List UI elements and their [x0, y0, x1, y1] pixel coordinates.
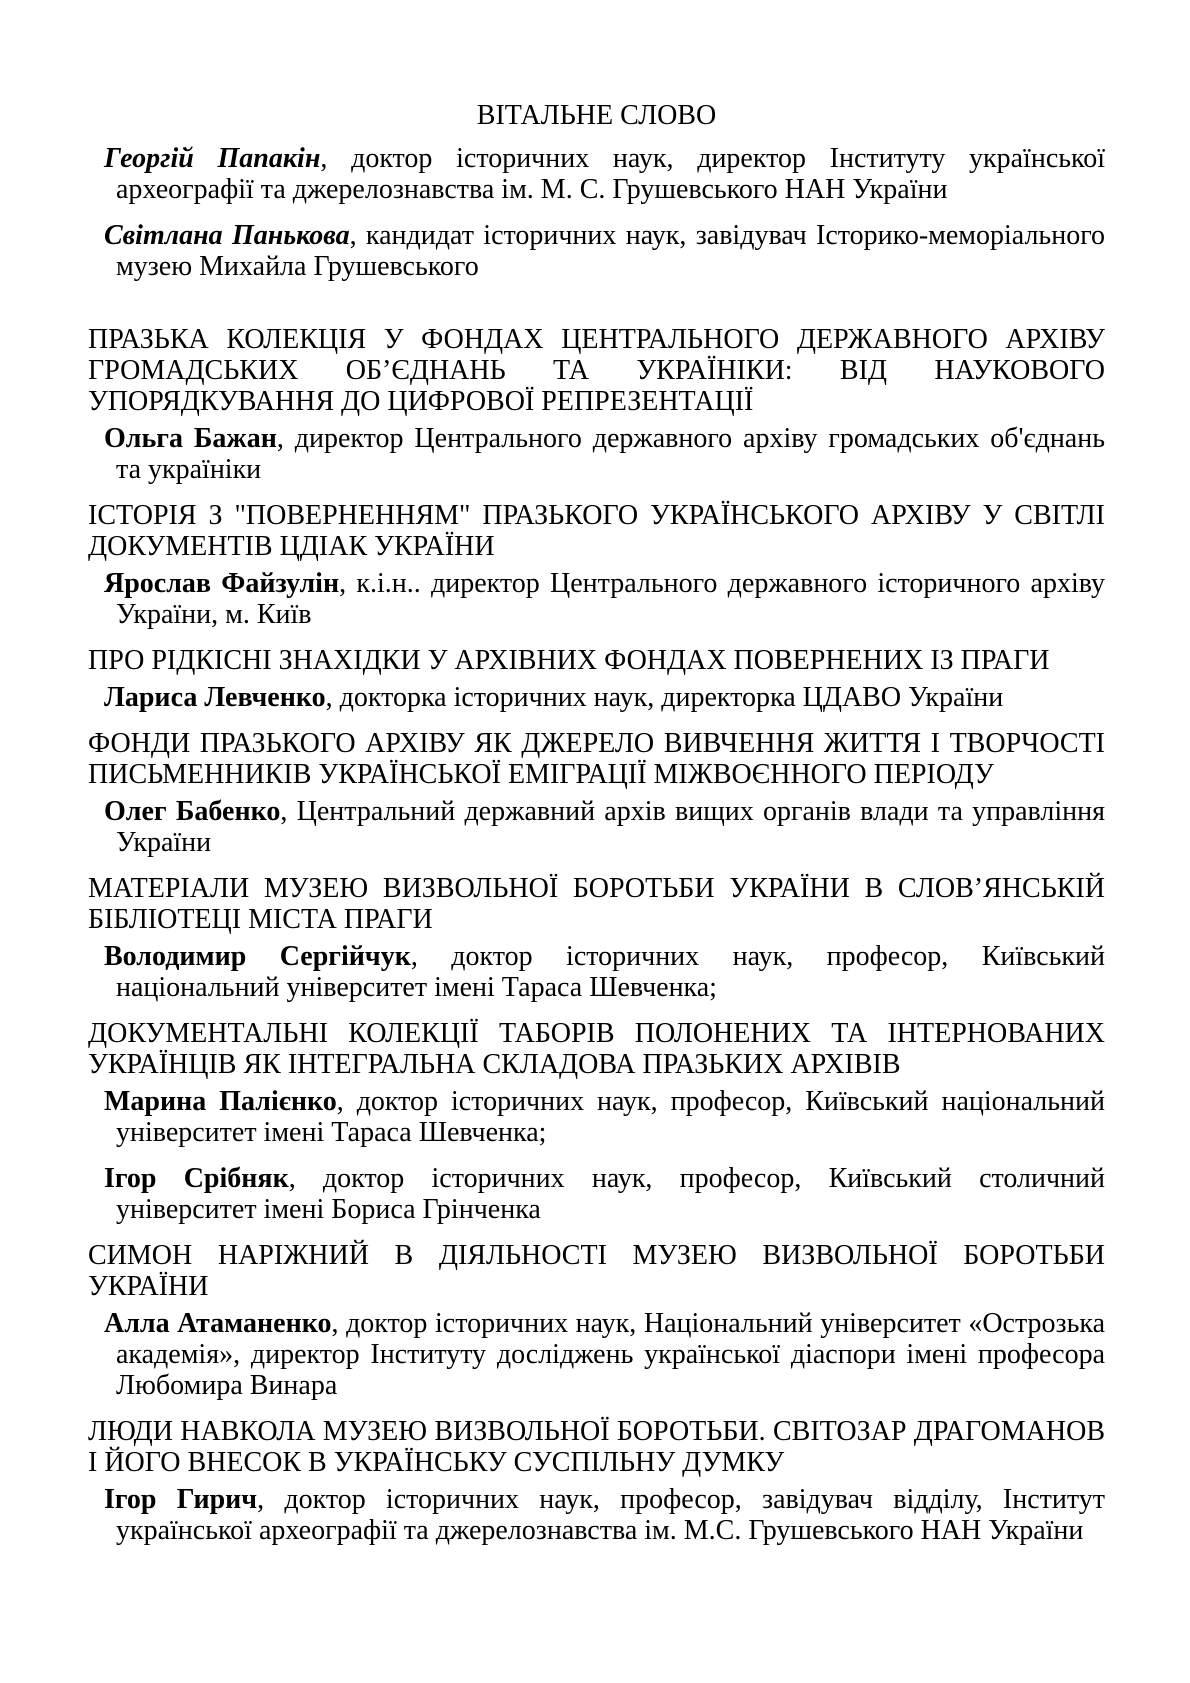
- session-title: ІСТОРІЯ З "ПОВЕРНЕННЯМ" ПРАЗЬКОГО УКРАЇНСЬКОГО АРХІВУ У СВІТЛІ ДОКУМЕНТІВ ЦДІАК УКРАЇНИ: [88, 500, 1105, 562]
- speaker-entry: [88, 941, 1105, 1003]
- session-title: ПРО РІДКІСНІ ЗНАХІДКИ У АРХІВНИХ ФОНДАХ ПОВЕРНЕНИХ ІЗ ПРАГИ: [88, 645, 1050, 676]
- speaker-name: Лариса Левченко: [104, 682, 326, 713]
- speaker-entry: [88, 682, 1105, 713]
- speaker-details: , к.і.н.. директор Центрального державного історичного архіву України, м. Київ: [116, 568, 1105, 630]
- session: [88, 1018, 1105, 1225]
- session: [88, 500, 1105, 630]
- speaker-details: , доктор історичних наук, професор, Київський національний університет імені Тараса Шевченка;: [116, 941, 1106, 1003]
- speaker-details: , доктор історичних наук, Національний університет «Острозька академія», директор Інституту досліджень української діаспори імені професора Любомира Винара: [116, 1308, 1105, 1401]
- speaker-name: Ігор Срібняк: [104, 1163, 289, 1194]
- speaker-name: Ольга Бажан: [104, 423, 277, 454]
- session: [88, 1416, 1105, 1546]
- speaker-entry: [88, 1484, 1105, 1546]
- session-title: ДОКУМЕНТАЛЬНІ КОЛЕКЦІЇ ТАБОРІВ ПОЛОНЕНИХ ТА ІНТЕРНОВАНИХ УКРАЇНЦІВ ЯК ІНТЕГРАЛЬНА СКЛАДОВА ПРАЗЬКИХ АРХІВІВ: [88, 1018, 1105, 1080]
- speaker-entry: [88, 1086, 1105, 1148]
- page-title: ВІТАЛЬНЕ СЛОВО: [476, 100, 717, 131]
- speaker-details: , доктор історичних наук, директор Інституту української археографії та джерелознавства ім. М. С. Грушевського НАН України: [116, 143, 1105, 205]
- speaker-details: , докторка історичних наук, директорка ЦДАВО України: [325, 682, 1004, 713]
- speaker-name: Алла Атаманенко: [104, 1308, 332, 1339]
- session: [88, 1240, 1105, 1401]
- speaker-name: Ігор Гирич: [104, 1484, 258, 1515]
- speaker-details: , доктор історичних наук, професор, Київський національний університет імені Тараса Шевченка;: [116, 1086, 1105, 1148]
- session: [88, 645, 1105, 713]
- speaker-entry: [88, 423, 1105, 485]
- speaker-name: Георгій Папакін: [104, 143, 321, 174]
- speaker-entry: [88, 1163, 1105, 1225]
- welcome-section: [88, 143, 1105, 282]
- session-title: ЛЮДИ НАВКОЛА МУЗЕЮ ВИЗВОЛЬНОЇ БОРОТЬБИ. СВІТОЗАР ДРАГОМАНОВ І ЙОГО ВНЕСОК В УКРАЇНСЬКУ СУСПІЛЬНУ ДУМКУ: [88, 1416, 1105, 1478]
- session-title: МАТЕРІАЛИ МУЗЕЮ ВИЗВОЛЬНОЇ БОРОТЬБИ УКРАЇНИ В СЛОВ’ЯНСЬКІЙ БІБЛІОТЕЦІ МІСТА ПРАГИ: [88, 873, 1105, 935]
- session-title: ФОНДИ ПРАЗЬКОГО АРХІВУ ЯК ДЖЕРЕЛО ВИВЧЕННЯ ЖИТТЯ І ТВОРЧОСТІ ПИСЬМЕННИКІВ УКРАЇНСЬКОЇ ЕМІГРАЦІЇ МІЖВОЄННОГО ПЕРІОДУ: [88, 728, 1105, 790]
- speaker-entry: [88, 1308, 1105, 1401]
- session: [88, 324, 1105, 485]
- session-title: ПРАЗЬКА КОЛЕКЦІЯ У ФОНДАХ ЦЕНТРАЛЬНОГО ДЕРЖАВНОГО АРХІВУ ГРОМАДСЬКИХ ОБ’ЄДНАНЬ ТА УКРАЇНІКИ: ВІД НАУКОВОГО УПОРЯДКУВАННЯ ДО ЦИФРОВОЇ РЕПРЕЗЕНТАЦІЇ: [88, 324, 1105, 417]
- session: [88, 728, 1105, 858]
- session: [88, 873, 1105, 1003]
- speaker-entry: [88, 220, 1105, 282]
- speaker-name: Олег Бабенко: [104, 796, 281, 827]
- speaker-details: , Центральний державний архів вищих органів влади та управління України: [116, 796, 1105, 858]
- session-title: СИМОН НАРІЖНИЙ В ДІЯЛЬНОСТІ МУЗЕЮ ВИЗВОЛЬНОЇ БОРОТЬБИ УКРАЇНИ: [88, 1240, 1105, 1302]
- speaker-name: Світлана Панькова: [104, 220, 350, 251]
- speaker-details: , доктор історичних наук, професор, завідувач відділу, Інститут української археографії та джерелознавства ім. М.С. Грушевського НАН України: [116, 1484, 1105, 1546]
- speaker-entry: [88, 796, 1105, 858]
- speaker-name: Ярослав Файзулін: [104, 568, 340, 599]
- speaker-name: Марина Палієнко: [104, 1086, 337, 1117]
- speaker-details: , директор Центрального державного архіву громадських об'єднань та україніки: [116, 423, 1105, 485]
- speaker-entry: [88, 143, 1105, 205]
- speaker-name: Володимир Сергійчук: [104, 941, 411, 972]
- speaker-details: , кандидат історичних наук, завідувач Історико-меморіального музею Михайла Грушевського: [116, 220, 1105, 282]
- speaker-details: , доктор історичних наук, професор, Київський столичний університет імені Бориса Грінченка: [116, 1163, 1105, 1225]
- speaker-entry: [88, 568, 1105, 630]
